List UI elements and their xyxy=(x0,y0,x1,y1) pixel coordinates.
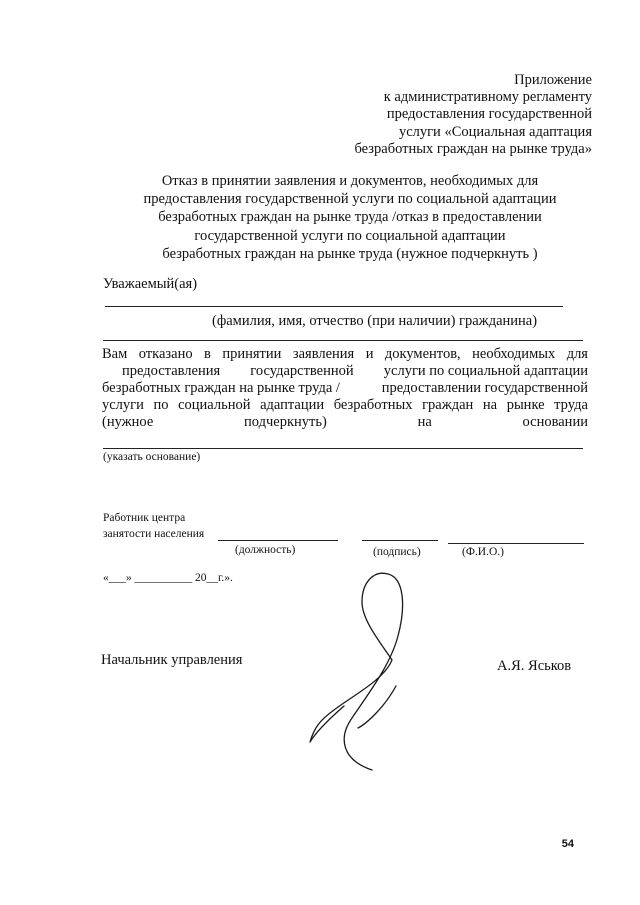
position-line xyxy=(218,540,338,541)
body-word: для xyxy=(566,346,588,362)
title-line: безработных граждан на рынке труда /отказ в предоставлении xyxy=(158,209,542,226)
document-title xyxy=(118,172,582,263)
appendix-line: к административному регламенту xyxy=(383,89,592,106)
appendix-line: Приложение xyxy=(514,72,592,88)
worker-label: занятости населения xyxy=(103,528,205,540)
signature-line xyxy=(362,540,438,541)
body-row xyxy=(102,363,588,380)
head-name: А.Я. Яськов xyxy=(497,658,572,674)
position-caption: (должность) xyxy=(235,544,296,556)
recipient-fio-caption: (фамилия, имя, отчество (при наличии) гражданина) xyxy=(212,313,538,329)
refusal-body xyxy=(102,346,588,431)
title-line: государственной услуги по социальной адаптации xyxy=(194,227,506,244)
appendix-line: безработных граждан на рынке труда» xyxy=(354,140,592,157)
body-row xyxy=(102,397,588,414)
body-word: труда xyxy=(554,397,588,413)
body-word: в xyxy=(204,346,211,362)
handwritten-signature xyxy=(300,560,440,780)
body-word: документов, xyxy=(384,346,461,362)
fio-short-caption: (Ф.И.О.) xyxy=(462,546,504,558)
appendix-header xyxy=(354,72,592,158)
body-row xyxy=(102,414,588,431)
body-word: безработных xyxy=(333,397,413,413)
body-word: социальной xyxy=(178,397,251,413)
page-number: 54 xyxy=(561,838,574,850)
separator-line xyxy=(103,340,583,341)
body-word: на xyxy=(482,397,498,413)
title-line: Отказ в принятии заявления и документов, необходимых для xyxy=(161,173,539,189)
body-word: услуги xyxy=(102,397,144,413)
body-word: подчеркнуть) xyxy=(244,414,327,430)
body-word: услуги по социальной адаптации xyxy=(383,363,588,379)
fio-line xyxy=(448,543,584,544)
body-word: принятии xyxy=(222,346,282,362)
appendix-line: предоставления государственной xyxy=(386,106,592,123)
body-word: заявления xyxy=(292,346,355,362)
basis-line xyxy=(103,448,583,449)
body-word: по xyxy=(153,397,169,413)
body-word: безработных граждан на рынке труда / xyxy=(102,380,340,396)
body-word: Вам xyxy=(102,346,128,362)
date-line: «___» __________ 20__г.». xyxy=(103,572,233,584)
title-line: безработных граждан на рынке труда (нужное подчеркнуть ) xyxy=(162,245,538,262)
body-word: рынке xyxy=(506,397,545,413)
body-word: государственной xyxy=(250,363,354,379)
body-row xyxy=(102,346,588,363)
recipient-name-line xyxy=(105,306,563,307)
body-word: на xyxy=(417,414,432,430)
body-word: отказано xyxy=(138,346,193,362)
body-word: необходимых xyxy=(472,346,556,362)
appendix-line: услуги «Социальная адаптация xyxy=(398,123,592,140)
head-title: Начальник управления xyxy=(101,652,243,668)
body-word: граждан xyxy=(422,397,474,413)
greeting: Уважаемый(ая) xyxy=(103,276,198,292)
body-word: и xyxy=(365,346,374,362)
basis-caption: (указать основание) xyxy=(103,451,201,463)
body-word: предоставлении государственной xyxy=(381,380,588,396)
body-word: основании xyxy=(522,414,588,430)
body-word: предоставления xyxy=(122,363,221,379)
worker-label: Работник центра xyxy=(103,512,186,524)
body-row xyxy=(102,380,588,397)
body-word: адаптации xyxy=(260,397,325,413)
title-line: предоставления государственной услуги по социальной адаптации xyxy=(143,191,557,208)
signature-caption: (подпись) xyxy=(373,546,421,558)
body-word: (нужное xyxy=(102,414,154,430)
